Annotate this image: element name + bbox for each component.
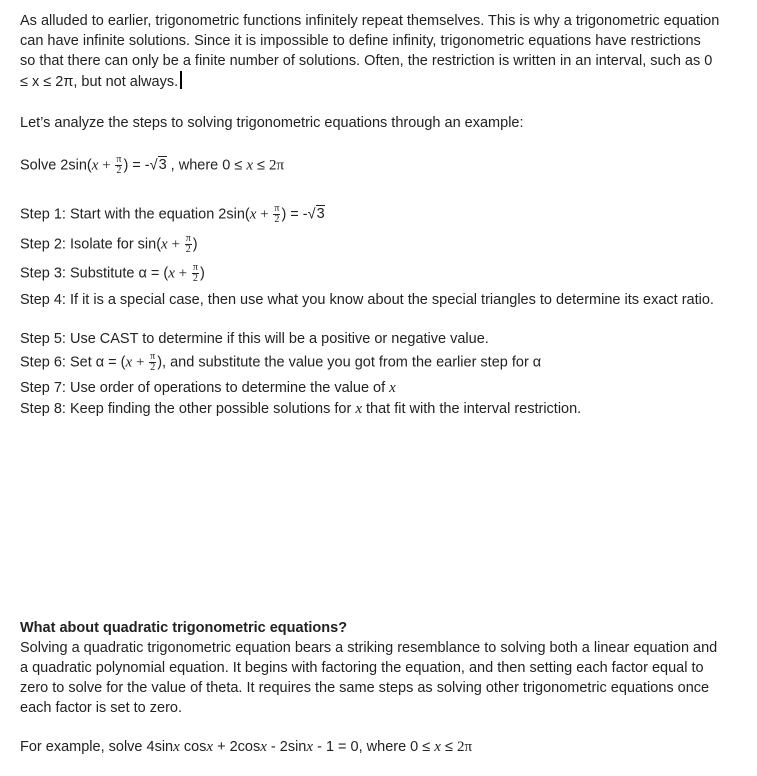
quadratic-heading: What about quadratic trigonometric equations? <box>20 620 348 636</box>
var-x: x <box>91 157 99 174</box>
analyze-line: Let’s analyze the steps to solving trigonometric equations through an example: <box>20 115 524 131</box>
var-x: x <box>389 380 396 396</box>
text-cursor <box>180 71 182 89</box>
upper-bound: 2π <box>456 739 473 755</box>
var-x: x <box>173 739 180 755</box>
pi-over-2-fraction: $\frac{\pi}{2}$ <box>185 233 191 255</box>
example-2-equation: For example, solve 4sinx cosx + 2cosx - 2sinx - 1 = 0, where 0 ≤ x ≤ 2π <box>20 739 473 755</box>
step-6: Step 6: Set α = (x + $\frac{\pi}{2}$ ), and substitute the value you got from the earlier step for α <box>20 351 542 373</box>
intro-text: As alluded to earlier, trigonometric functions infinitely repeat themselves. This is why a trigonometric equation can have infinite solutions. Since it is impossible to define infinity, trigonometric equations have restrictions so that there can only be a finite number of solutions. Often, the restriction is written in an interval, such as 0 ≤ x ≤ 2π, but not always. <box>20 13 720 90</box>
var-x: x <box>246 157 254 174</box>
var-x: x <box>434 739 441 755</box>
leq-sign: ≤ <box>253 157 270 174</box>
var-x: x <box>206 739 214 755</box>
var-x: x <box>306 739 314 755</box>
step-2: Step 2: Isolate for sin(x + $\frac{\pi}{2}$ ) <box>20 233 198 255</box>
pi-over-2-fraction: $\frac{\pi}{2}$ <box>116 154 122 176</box>
var-x: x <box>260 739 267 755</box>
plus-sign: + <box>98 157 115 174</box>
var-x: x <box>168 265 175 282</box>
var-x: x <box>125 354 133 371</box>
step-1: Step 1: Start with the equation 2sin(x + $\frac{\pi}{2}$ ) = -√3 <box>20 203 325 225</box>
var-x: x <box>355 401 362 417</box>
step-8: Step 8: Keep finding the other possible solutions for x that fit with the interval restriction. <box>20 401 582 417</box>
example-prefix: Solve 2sin( <box>20 157 92 174</box>
upper-bound: 2π <box>269 157 285 174</box>
example-equation <box>20 155 284 176</box>
sqrt-value: 3 <box>158 157 167 174</box>
step-5: Step 5: Use CAST to determine if this will be a positive or negative value. <box>20 331 489 347</box>
pi-over-2-fraction: $\frac{\pi}{2}$ <box>150 351 156 373</box>
pi-over-2-fraction: $\frac{\pi}{2}$ <box>274 203 280 225</box>
var-x: x <box>161 236 168 253</box>
where-clause: , where 0 ≤ <box>166 157 247 174</box>
sqrt-value: 3 <box>316 206 325 223</box>
pi-over-2-fraction: $\frac{\pi}{2}$ <box>192 262 198 284</box>
quadratic-paragraph: Solving a quadratic trigonometric equation bears a striking resemblance to solving both a linear equation and a quadratic polynomial equation. It begins with factoring the equation, and then setting each factor equal to zero to solve for the value of theta. It requires the same steps as solving other trigonometric equations once each factor is set to zero. <box>20 640 718 716</box>
step-3: Step 3: Substitute α = (x + $\frac{\pi}{2}$ ) <box>20 262 205 284</box>
step-7: Step 7: Use order of operations to determine the value of x <box>20 380 396 396</box>
var-x: x <box>249 206 257 223</box>
equals-neg-sqrt: ) = -√ <box>123 157 158 174</box>
step-4: Step 4: If it is a special case, then use what you know about the special triangles to determine its exact ratio. <box>20 292 714 308</box>
intro-paragraph <box>20 11 720 92</box>
